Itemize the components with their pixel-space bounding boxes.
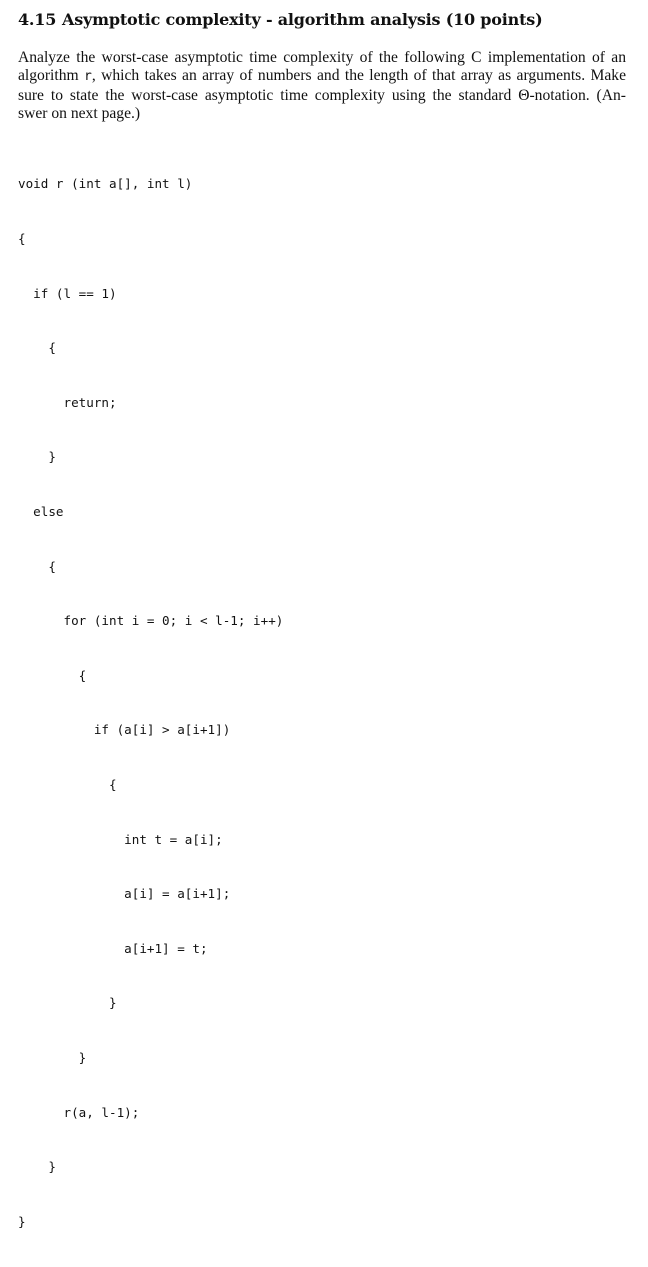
code-line: { [18, 558, 56, 574]
code-line: for (int i = 0; i < l-1; i++) [18, 613, 284, 629]
section-title: Asymptotic complexity - algorithm analysis (10 points) [62, 10, 543, 29]
section-number: 4.15 [18, 10, 57, 29]
code-line: { [18, 667, 87, 683]
code-line: if (a[i] > a[i+1]) [18, 722, 231, 738]
code-line: a[i+1] = t; [18, 940, 208, 956]
code-line: void r (int a[], int l) [18, 176, 193, 192]
description-line-2-post: , which takes an array of numbers and the length of that array as arguments. Make [91, 67, 627, 85]
code-line: } [18, 449, 56, 465]
description-line-1: Analyze the worst-case asymptotic time complexity of the following C implementation of an [18, 49, 626, 66]
problem-description [18, 49, 626, 123]
code-line: } [18, 1159, 56, 1175]
algorithm-name-code: r [84, 69, 92, 85]
description-line-2-pre: algorithm [18, 67, 85, 85]
code-line: { [18, 776, 117, 792]
code-line: r(a, l-1); [18, 1104, 140, 1120]
code-line: return; [18, 394, 117, 410]
description-line-2 [18, 67, 626, 86]
description-line-3: sure to state the worst-case asymptotic time complexity using the standard Θ-notation. (An- [18, 86, 626, 104]
description-line-4: swer on next page.) [18, 104, 141, 122]
code-line: } [18, 995, 117, 1011]
section-heading [18, 10, 542, 29]
code-line: int t = a[i]; [18, 831, 223, 847]
code-line: { [18, 340, 56, 356]
code-line: a[i] = a[i+1]; [18, 886, 231, 902]
code-line: { [18, 231, 26, 246]
code-line: if (l == 1) [18, 285, 117, 301]
code-line: else [18, 503, 64, 519]
code-line: } [18, 1213, 26, 1229]
code-listing [18, 139, 283, 1267]
code-line: } [18, 1049, 87, 1065]
